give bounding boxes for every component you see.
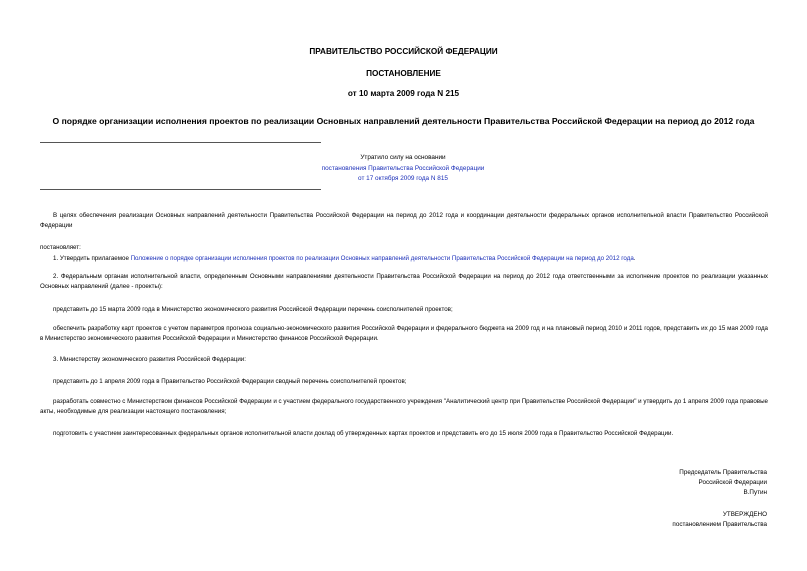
signature-block bbox=[547, 468, 767, 498]
approval-label: УТВЕРЖДЕНО bbox=[722, 511, 767, 518]
item-3-paragraph: 3. Министерству экономического развития Российской Федерации: bbox=[53, 356, 246, 363]
item-1-prefix: 1. Утвердить прилагаемое bbox=[53, 255, 131, 262]
intro-paragraph: В целях обеспечения реализации Основных направлений деятельности Правительства Российской Федерации на период до 2012 года и координации деятельности федеральных органов исполнительной власти Правительство Российской Федерации bbox=[40, 212, 768, 229]
repeal-link-date[interactable]: от 17 октября 2009 года N 815 bbox=[358, 175, 448, 182]
item-2-paragraph: 2. Федеральным органам исполнительной власти, определенным Основными направлениями деятельности Правительства Российской Федерации на период до 2012 года ответственными за исполнение проектов по реализации указанных Основных направлений (далее - проекты): bbox=[40, 273, 768, 290]
document-title: О порядке организации исполнения проектов по реализации Основных направлений деятельности Правительства Российской Федерации на период до 2012 года bbox=[52, 116, 755, 126]
item-3b-paragraph: разработать совместно с Министерством финансов Российской Федерации и с участием федерального государственного учреждения "Аналитический центр при Правительстве Российской Федерации" и утвердить до 1 апреля 2009 года правовые акты, необходимые для реализации настоящего постановления; bbox=[40, 398, 768, 415]
signature-position: Председатель Правительства bbox=[679, 469, 767, 476]
government-heading: ПРАВИТЕЛЬСТВО РОССИЙСКОЙ ФЕДЕРАЦИИ bbox=[309, 47, 498, 56]
date-number-heading: от 10 марта 2009 года N 215 bbox=[347, 89, 460, 98]
item-3c-paragraph: подготовить с участием заинтересованных федеральных органов исполнительной власти доклад об утвержденных картах проектов и представить его до 15 июля 2009 года в Правительство Российской Федерации. bbox=[53, 430, 674, 437]
approval-source: постановлением Правительства bbox=[672, 521, 767, 528]
decides-line: постановляет: bbox=[40, 244, 81, 251]
repeal-notice bbox=[300, 153, 506, 185]
signature-name: В.Путин bbox=[743, 489, 767, 496]
item-2a-paragraph: представить до 15 марта 2009 года в Министерство экономического развития Российской Федерации перечень соисполнителей проектов; bbox=[53, 306, 453, 313]
item-1-suffix: . bbox=[633, 255, 636, 262]
item-3a-paragraph: представить до 1 апреля 2009 года в Правительство Российской Федерации сводный перечень соисполнителей проектов; bbox=[53, 378, 407, 385]
top-divider bbox=[40, 142, 321, 143]
bottom-divider bbox=[40, 189, 321, 190]
approval-block bbox=[547, 510, 767, 530]
item-1-paragraph bbox=[40, 254, 768, 264]
repeal-link-title[interactable]: постановления Правительства Российской Федерации bbox=[321, 164, 485, 172]
regulation-link[interactable]: Положение о порядке организации исполнения проектов по реализации Основных направлений деятельности Правительства Российской Федерации на период до 2012 года bbox=[130, 255, 634, 262]
repeal-notice-text: Утратило силу на основании bbox=[360, 154, 446, 161]
document-type-heading: ПОСТАНОВЛЕНИЕ bbox=[366, 69, 441, 78]
signature-country: Российской Федерации bbox=[698, 479, 767, 486]
item-2b-paragraph: обеспечить разработку карт проектов с учетом параметров прогноза социально-экономического развития Российской Федерации и федерального бюджета на 2009 год и на плановый период 2010 и 2011 годов, представить их до 15 мая 2009 года в Министерство экономического развития Российской Федерации и Министерство финансов Российской Федерации. bbox=[40, 325, 768, 342]
